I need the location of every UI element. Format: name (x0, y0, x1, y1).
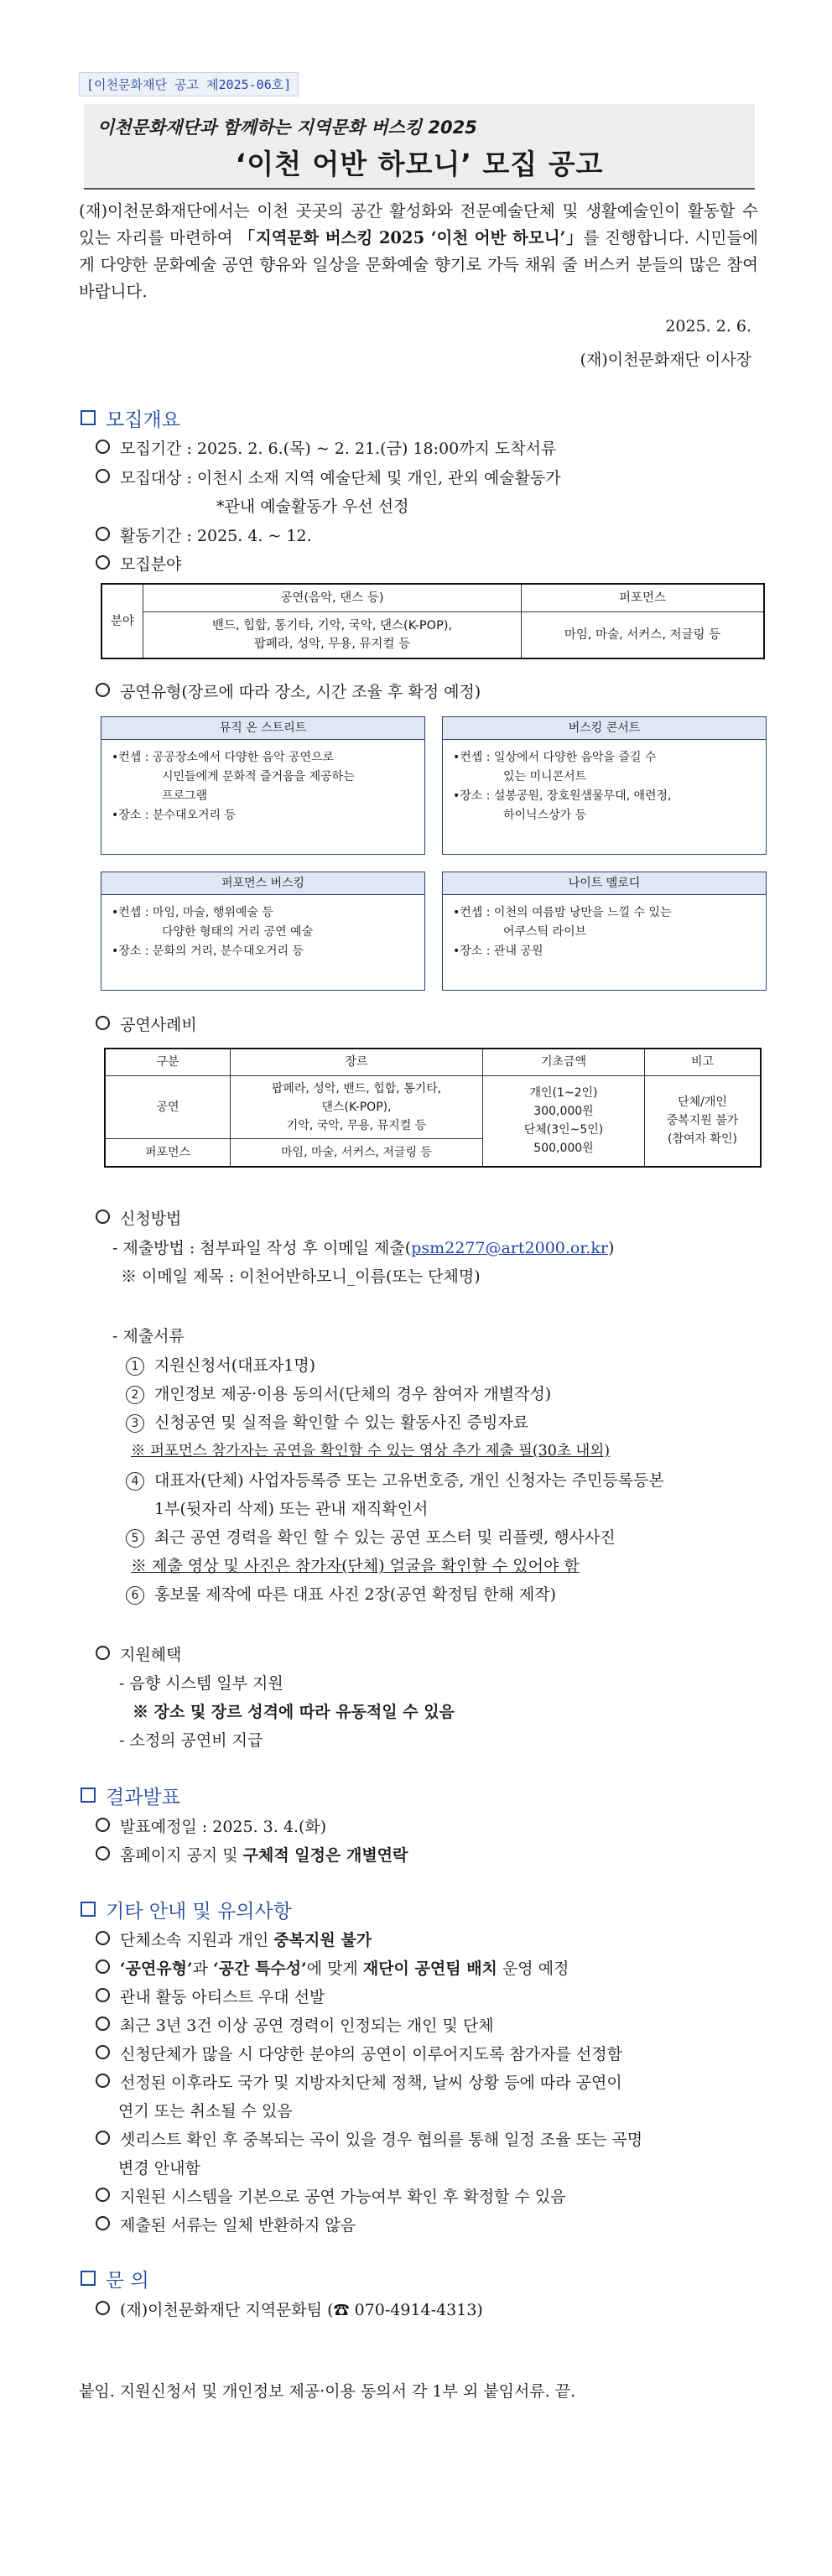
etc-item-text: 관내 활동 아티스트 우대 선발 (120, 1988, 325, 2006)
intro-text-b: 를 진행합니다. 시민들에게 다양한 문화예술 공연 향유와 일상을 문화예술 향기로 가득 채워 줄 버스커 분들의 많은 참여 바랍니다. (79, 228, 758, 301)
fee-amount-line: 500,000원 (533, 1142, 594, 1156)
type-card-body (443, 895, 766, 970)
square-bullet-icon (81, 2271, 96, 2286)
notice-number: [이천문화재단 공고 제2025-06호] (79, 72, 299, 96)
section-result-title: 결과발표 (106, 1787, 180, 1808)
performance-types-label (96, 679, 481, 702)
type-card-line: •컨셉 : 일상에서 다양한 음악을 즐길 수 (453, 751, 657, 764)
fee-genre-line: 팝페라, 성악, 밴드, 힙합, 통기타, (271, 1081, 442, 1095)
doc-item-text: 개인정보 제공·이용 동의서(단체의 경우 참여자 개별작성) (154, 1385, 552, 1403)
circle-bullet-icon (96, 469, 110, 483)
apply-mail-subject: ※ 이메일 제목 : 이천어반하모니_이름(또는 단체명) (121, 1267, 481, 1286)
field-table-col2-body: 마임, 마술, 서커스, 저글링 등 (522, 612, 765, 659)
circle-bullet-icon (96, 1016, 110, 1030)
fee-row-category: 공연 (105, 1075, 231, 1138)
etc-item-text: 제출된 서류는 일체 반환하지 않음 (120, 2216, 356, 2235)
type-card-line: •장소 : 설봉공원, 장호원샘물무대, 애련정, (453, 789, 672, 803)
type-card-line: 하이닉스상가 등 (503, 809, 587, 822)
type-card-line: •장소 : 문화의 거리, 분수대오거리 등 (112, 945, 304, 958)
doc-number-icon: 4 (126, 1472, 144, 1491)
fee-note-cell (645, 1075, 762, 1167)
recruit-activity-text: 활동기간 : 2025. 4. ~ 12. (120, 527, 312, 545)
intro-paragraph (79, 198, 758, 305)
type-card-line: •컨셉 : 이천의 여름밤 낭만을 느낄 수 있는 (453, 906, 672, 919)
type-card-title: 버스킹 콘서트 (443, 717, 766, 740)
fee-note-line: 단체/개인 (678, 1095, 727, 1110)
fee-note-line: 중복지원 불가 (666, 1114, 739, 1128)
fee-header-note: 비고 (645, 1049, 762, 1075)
intro-text-a: (재)이천문화재단에서는 이천 곳곳의 공간 활성화와 전문예술단체 및 생활예술인이 활동할 수 있는 자리를 마련하여 (79, 201, 758, 247)
circle-bullet-icon (96, 527, 110, 541)
type-card-body (101, 895, 424, 970)
docs-label: - 제출서류 (112, 1327, 185, 1345)
type-card-body (443, 740, 766, 834)
type-card-line: •컨셉 : 공공장소에서 다양한 음악 공연으로 (112, 751, 335, 764)
type-card-title: 나이트 멜로디 (443, 872, 766, 895)
section-contact-heading (81, 2265, 149, 2292)
etc-item-text: 지원된 시스템을 기본으로 공연 가능여부 확인 후 확정할 수 있음 (120, 2188, 566, 2206)
doc-item (126, 1582, 556, 1605)
square-bullet-icon (81, 410, 96, 425)
etc-item-text: 운영 예정 (497, 1959, 569, 1978)
doc-number-icon: 3 (126, 1414, 144, 1433)
benefit-item: - 음향 시스템 일부 지원 (119, 1674, 283, 1693)
field-table-col2-head: 퍼포먼스 (522, 584, 765, 612)
recruit-period-text: 모집기간 : 2025. 2. 6.(목) ~ 2. 21.(금) 18:00까지 도착서류 (120, 440, 557, 458)
etc-item-bold: ‘공연유형’ (120, 1959, 193, 1978)
apply-method-text: - 제출방법 : 첨부파일 작성 후 이메일 제출( (112, 1239, 412, 1257)
circle-bullet-icon (96, 2074, 110, 2088)
section-result-heading (81, 1782, 180, 1809)
doc-item-text: 홍보물 제작에 따른 대표 사진 2장(공연 확정팀 한해 제작) (154, 1585, 557, 1604)
recruit-field-label-text: 모집분야 (120, 555, 182, 574)
fee-genre-line: 댄스(K-POP), (321, 1100, 392, 1114)
recruit-target-text: 모집대상 : 이천시 소재 지역 예술단체 및 개인, 관외 예술활동가 (120, 469, 561, 487)
benefit-item: - 소정의 공연비 지급 (119, 1731, 263, 1750)
circle-bullet-icon (96, 2045, 110, 2059)
fee-row-genre: 마임, 마술, 서커스, 저글링 등 (231, 1138, 483, 1167)
benefit-label (96, 1642, 181, 1665)
etc-item-cont: 연기 또는 취소될 수 있음 (118, 2102, 293, 2121)
doc-item-text: 지원신청서(대표자1명) (154, 1356, 316, 1375)
circle-bullet-icon (96, 1988, 110, 2002)
field-table-col1-body (143, 612, 522, 659)
fee-label (96, 1012, 197, 1035)
square-bullet-icon (81, 1788, 96, 1803)
doc-item (126, 1382, 551, 1404)
benefit-note: ※ 장소 및 장르 성격에 따라 유동적일 수 있음 (133, 1703, 455, 1721)
type-card-title: 퍼포먼스 버스킹 (101, 872, 424, 895)
section-etc-title: 기타 안내 및 유의사항 (106, 1901, 292, 1923)
circle-bullet-icon (96, 683, 110, 697)
fee-header-genre: 장르 (231, 1049, 483, 1075)
type-card-line: •컨셉 : 마임, 마술, 행위예술 등 (112, 906, 273, 919)
circle-bullet-icon (96, 440, 110, 454)
benefit-label-text: 지원혜택 (120, 1646, 182, 1664)
fee-amount-cell (483, 1075, 645, 1167)
circle-bullet-icon (96, 1818, 110, 1832)
etc-item-text: 과 (192, 1959, 214, 1978)
fee-amount-line: 300,000원 (533, 1105, 594, 1119)
fee-amount-line: 개인(1~2인) (529, 1086, 598, 1101)
etc-item (96, 2127, 642, 2150)
circle-bullet-icon (96, 1210, 110, 1224)
field-table-col1-head: 공연(음악, 댄스 등) (143, 584, 522, 612)
fee-row-category: 퍼포먼스 (105, 1138, 231, 1167)
field-table-col1-line: 팝페라, 성악, 무용, 뮤지컬 등 (253, 637, 411, 651)
field-table-col1-line: 밴드, 힙합, 통기타, 기악, 국악, 댄스(K-POP), (211, 619, 453, 632)
type-card-night-melody (442, 872, 767, 991)
type-card-performance-busking (101, 872, 425, 991)
circle-bullet-icon (96, 2216, 110, 2230)
doc-number-icon: 5 (126, 1529, 144, 1548)
apply-label (96, 1206, 181, 1229)
doc-number-icon: 1 (126, 1357, 144, 1376)
etc-item (96, 2070, 622, 2093)
performance-types-label-text: 공연유형(장르에 따라 장소, 시간 조율 후 확정 예정) (120, 683, 481, 701)
type-card-line: •장소 : 관내 공원 (453, 945, 543, 958)
etc-item-bold: 중복지원 불가 (273, 1931, 372, 1949)
recruit-activity (96, 523, 312, 546)
notice-organization: (재)이천문화재단 이사장 (580, 351, 751, 369)
circle-bullet-icon (96, 2301, 110, 2315)
etc-item (96, 2042, 622, 2064)
section-recruit-heading (81, 404, 180, 432)
type-card-line: 다양한 형태의 거리 공연 예술 (162, 925, 314, 939)
fee-row-genre (231, 1075, 483, 1138)
circle-bullet-icon (96, 555, 110, 570)
apply-method (112, 1236, 614, 1258)
result-notice-bold: 구체적 일정은 개별연락 (242, 1846, 408, 1865)
doc-item-text: 대표자(단체) 사업자등록증 또는 고유번호증, 개인 신청자는 주민등록등본 (154, 1471, 664, 1490)
type-card-body (101, 740, 424, 834)
circle-bullet-icon (96, 1959, 110, 1974)
etc-item (96, 1956, 569, 1979)
type-card-music-on-street (101, 716, 425, 855)
etc-item-text: 선정된 이후라도 국가 및 지방자치단체 정책, 날씨 상황 등에 따라 공연이 (120, 2074, 622, 2092)
notice-date: 2025. 2. 6. (665, 317, 751, 336)
fee-header-category: 구분 (105, 1049, 231, 1075)
etc-item-text: 단체소속 지원과 개인 (120, 1931, 274, 1949)
result-date (96, 1814, 326, 1837)
field-table-row-label: 분야 (101, 584, 143, 658)
circle-bullet-icon (96, 1931, 110, 1945)
doc-item-text: 신청공연 및 실적을 확인할 수 있는 활동사진 증빙자료 (154, 1413, 529, 1432)
doc-number-icon: 6 (126, 1586, 144, 1605)
etc-item (96, 2013, 494, 2036)
doc5-note: ※ 제출 영상 및 사진은 참가자(단체) 얼굴을 확인할 수 있어야 함 (131, 1557, 580, 1575)
section-contact-title: 문 의 (106, 2270, 149, 2292)
etc-item-text: 신청단체가 많을 시 다양한 분야의 공연이 이루어지도록 참가자를 선정함 (120, 2045, 622, 2063)
circle-bullet-icon (96, 2188, 110, 2202)
circle-bullet-icon (96, 2131, 110, 2145)
square-bullet-icon (81, 1902, 96, 1917)
doc3-note: ※ 퍼포먼스 참가자는 공연을 확인할 수 있는 영상 추가 제출 필(30초 내외) (131, 1443, 611, 1460)
contact-info (96, 2298, 483, 2320)
fee-table (104, 1048, 762, 1168)
etc-item (96, 1985, 325, 2007)
section-recruit-title: 모집개요 (106, 409, 180, 431)
doc-item-text: 최근 공연 경력을 확인 할 수 있는 공연 포스터 및 리플렛, 행사사진 (154, 1528, 616, 1547)
circle-bullet-icon (96, 2017, 110, 2031)
apply-method-close: ) (607, 1239, 615, 1257)
fee-note-line: (참여자 확인) (668, 1132, 737, 1147)
type-card-line: 시민들에게 문화적 즐거움을 제공하는 (162, 770, 355, 783)
fee-genre-line: 기악, 국악, 무용, 뮤지컬 등 (286, 1118, 427, 1132)
circle-bullet-icon (96, 1646, 110, 1660)
doc-item (126, 1353, 315, 1376)
apply-email-link[interactable]: psm2277@art2000.or.kr (411, 1239, 608, 1257)
recruit-field-label (96, 552, 181, 575)
etc-item (96, 2213, 356, 2235)
attachment-footer: 붙임. 지원신청서 및 개인정보 제공·이용 동의서 각 1부 외 붙임서류. 끝. (79, 2382, 576, 2401)
fee-label-text: 공연사례비 (120, 1016, 197, 1034)
field-table (101, 583, 765, 659)
circle-bullet-icon (96, 1846, 110, 1860)
page-title: ‘이천 어반 하모니’ 모집 공고 (235, 148, 604, 180)
doc4-line2: 1부(뒷자리 삭제) 또는 관내 재직확인서 (154, 1500, 429, 1518)
type-card-line: 있는 미니콘서트 (503, 770, 587, 783)
etc-item-cont: 변경 안내함 (118, 2159, 200, 2178)
section-etc-heading (81, 1896, 292, 1923)
apply-label-text: 신청방법 (120, 1210, 182, 1228)
doc-number-icon: 2 (126, 1386, 144, 1404)
doc-item (126, 1410, 528, 1433)
result-notice-text: 홈페이지 공지 및 (120, 1846, 243, 1865)
type-card-line: 어쿠스틱 라이브 (503, 925, 587, 939)
type-card-title: 뮤직 온 스트리트 (101, 717, 424, 740)
etc-item (96, 1928, 372, 1950)
etc-item-text: 최근 3년 3건 이상 공연 경력이 인정되는 개인 및 단체 (120, 2017, 494, 2035)
title-box (84, 104, 755, 190)
fee-amount-line: 단체(3인~5인) (523, 1123, 604, 1137)
result-date-text: 발표예정일 : 2025. 3. 4.(화) (120, 1818, 327, 1836)
etc-item-bold: ‘공간 특수성’ (213, 1959, 307, 1978)
intro-program-name: 「지역문화 버스킹 2025 ‘이천 어반 하모니’」 (238, 228, 584, 247)
etc-item-text: 에 맞게 (306, 1959, 363, 1978)
type-card-busking-concert (442, 716, 767, 855)
recruit-target-note: *관내 예술활동가 우선 선정 (216, 497, 409, 516)
type-card-line: •장소 : 분수대오거리 등 (112, 809, 237, 822)
doc-item (126, 1525, 616, 1548)
result-notice (96, 1843, 408, 1866)
etc-item (96, 2184, 566, 2207)
etc-item-text: 셋리스트 확인 후 중복되는 곡이 있을 경우 협의를 통해 일정 조율 또는 곡명 (120, 2131, 643, 2149)
type-card-line: 프로그램 (162, 789, 208, 803)
contact-info-text: (재)이천문화재단 지역문화팀 (☎ 070-4914-4313) (120, 2301, 483, 2319)
title-subtitle: 이천문화재단과 함께하는 지역문화 버스킹 2025 (97, 117, 477, 138)
recruit-target (96, 466, 561, 488)
fee-header-amount: 기초금액 (483, 1049, 645, 1075)
doc-item (126, 1468, 664, 1491)
recruit-period (96, 436, 556, 459)
etc-item-bold: 재단이 공연팀 배치 (362, 1959, 497, 1978)
